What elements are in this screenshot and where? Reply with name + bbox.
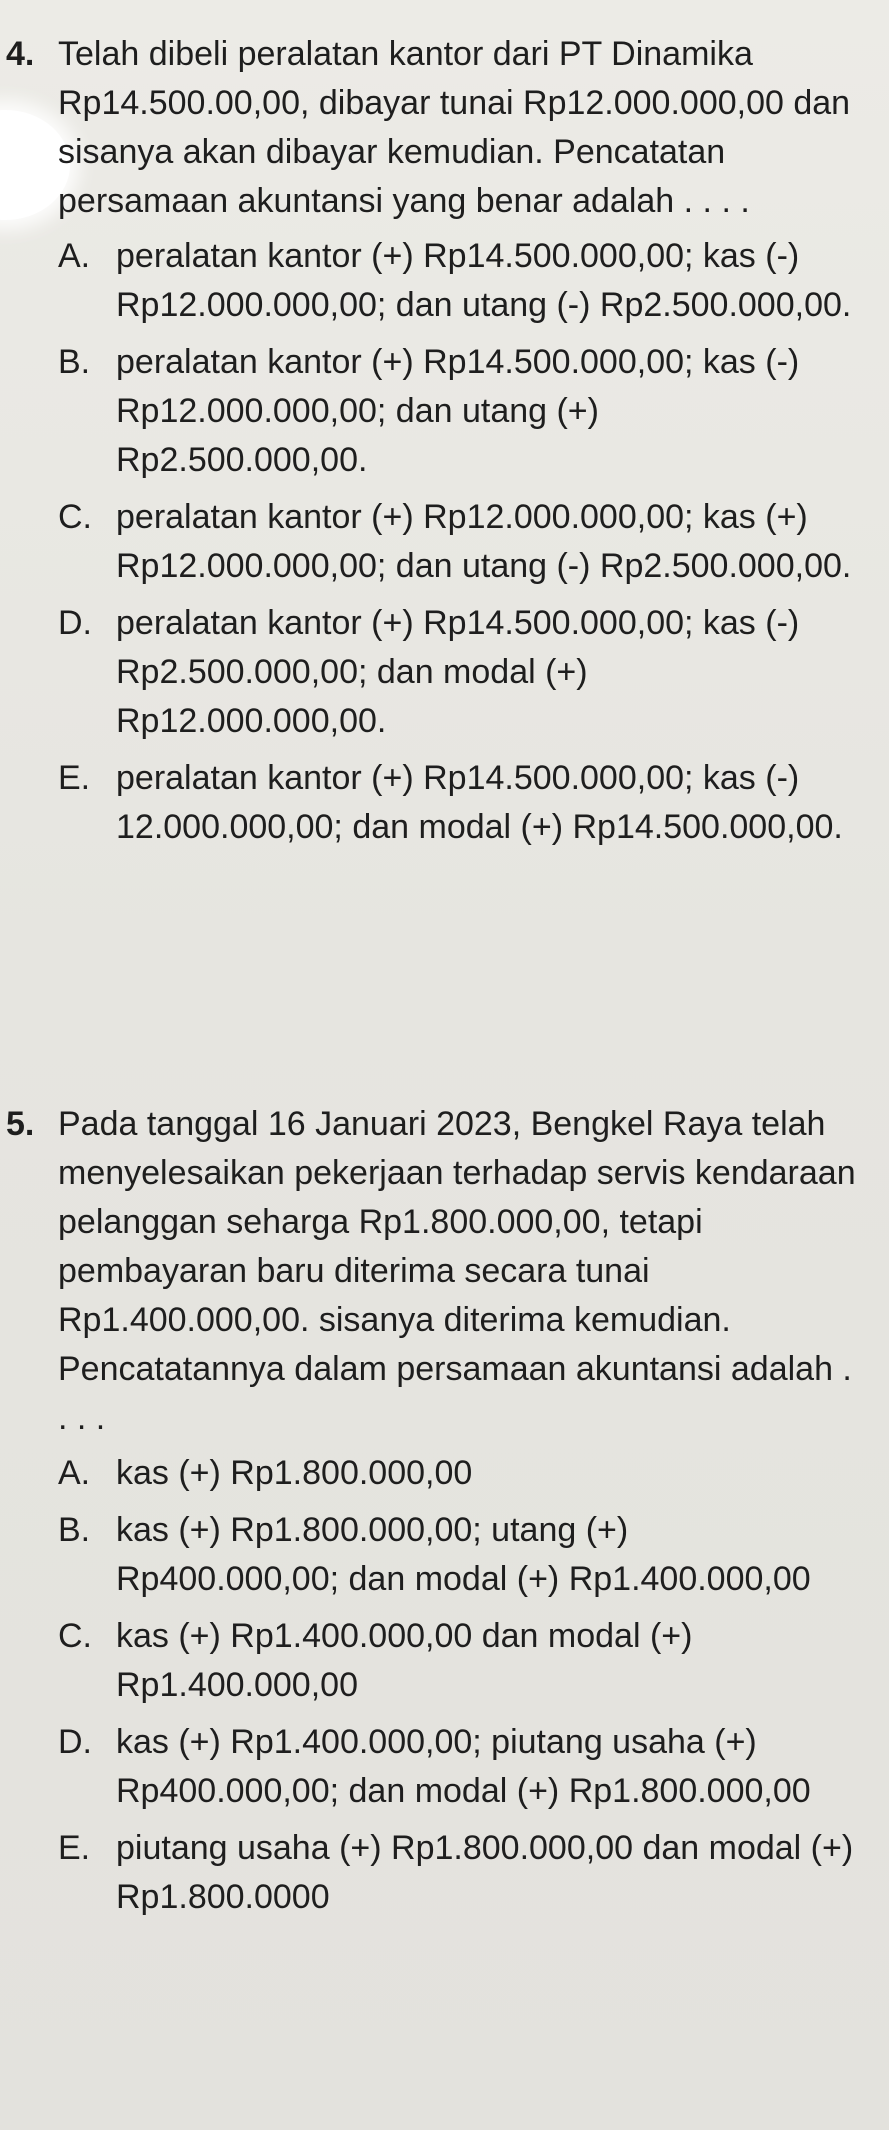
option-d[interactable] [58, 1718, 866, 1816]
option-letter: E. [58, 759, 91, 797]
option-text: kas (+) Rp1.400.000,00; piutang usaha (+) Rp400.000,00; dan modal (+) Rp1.800.000,00 [116, 1723, 811, 1810]
option-letter: D. [58, 604, 92, 642]
option-letter: B. [58, 1511, 91, 1549]
option-text: peralatan kantor (+) Rp14.500.000,00; kas (-) Rp2.500.000,00; dan modal (+) Rp12.000.000,00. [116, 604, 800, 740]
option-letter: C. [58, 498, 92, 536]
question-stem: Telah dibeli peralatan kantor dari PT Dinamika Rp14.500.00,00, dibayar tunai Rp12.000.000,00 dan sisanya akan dibayar kemudian. Pencatatan persamaan akuntansi yang benar adalah . . . . [58, 35, 851, 220]
option-d[interactable] [58, 599, 866, 746]
question-number: 5. [6, 1105, 35, 1143]
option-e[interactable] [58, 754, 866, 852]
answer-options [58, 232, 866, 852]
option-b[interactable] [58, 338, 866, 485]
option-text: kas (+) Rp1.800.000,00; utang (+) Rp400.000,00; dan modal (+) Rp1.400.000,00 [116, 1511, 811, 1598]
option-letter: D. [58, 1723, 92, 1761]
option-text: piutang usaha (+) Rp1.800.000,00 dan modal (+) Rp1.800.0000 [116, 1829, 854, 1916]
option-letter: B. [58, 343, 91, 381]
option-text: peralatan kantor (+) Rp14.500.000,00; kas (-) Rp12.000.000,00; dan utang (-) Rp2.500.000,00. [116, 237, 852, 324]
option-a[interactable] [58, 232, 866, 330]
option-letter: A. [58, 237, 91, 275]
option-a[interactable] [58, 1449, 866, 1498]
option-e[interactable] [58, 1824, 866, 1922]
question-5 [6, 1100, 866, 1930]
option-letter: E. [58, 1829, 91, 1867]
option-text: kas (+) Rp1.400.000,00 dan modal (+) Rp1.400.000,00 [116, 1617, 693, 1704]
option-text: peralatan kantor (+) Rp14.500.000,00; kas (-) Rp12.000.000,00; dan utang (+) Rp2.500.000,00. [116, 343, 800, 479]
option-text: peralatan kantor (+) Rp12.000.000,00; kas (+) Rp12.000.000,00; dan utang (-) Rp2.500.000,00. [116, 498, 852, 585]
answer-options [58, 1449, 866, 1922]
question-number: 4. [6, 35, 35, 73]
question-4 [6, 30, 866, 860]
option-text: peralatan kantor (+) Rp14.500.000,00; kas (-) 12.000.000,00; dan modal (+) Rp14.500.000,00. [116, 759, 843, 846]
option-text: kas (+) Rp1.800.000,00 [116, 1454, 473, 1492]
option-letter: C. [58, 1617, 92, 1655]
option-c[interactable] [58, 1612, 866, 1710]
option-b[interactable] [58, 1506, 866, 1604]
option-c[interactable] [58, 493, 866, 591]
question-stem: Pada tanggal 16 Januari 2023, Bengkel Raya telah menyelesaikan pekerjaan terhadap servis kendaraan pelanggan seharga Rp1.800.000,00, tetapi pembayaran baru diterima secara tunai Rp1.400.000,00. sisanya diterima kemudian. Pencatatannya dalam persamaan akuntansi adalah . . . . [58, 1105, 856, 1437]
option-letter: A. [58, 1454, 91, 1492]
